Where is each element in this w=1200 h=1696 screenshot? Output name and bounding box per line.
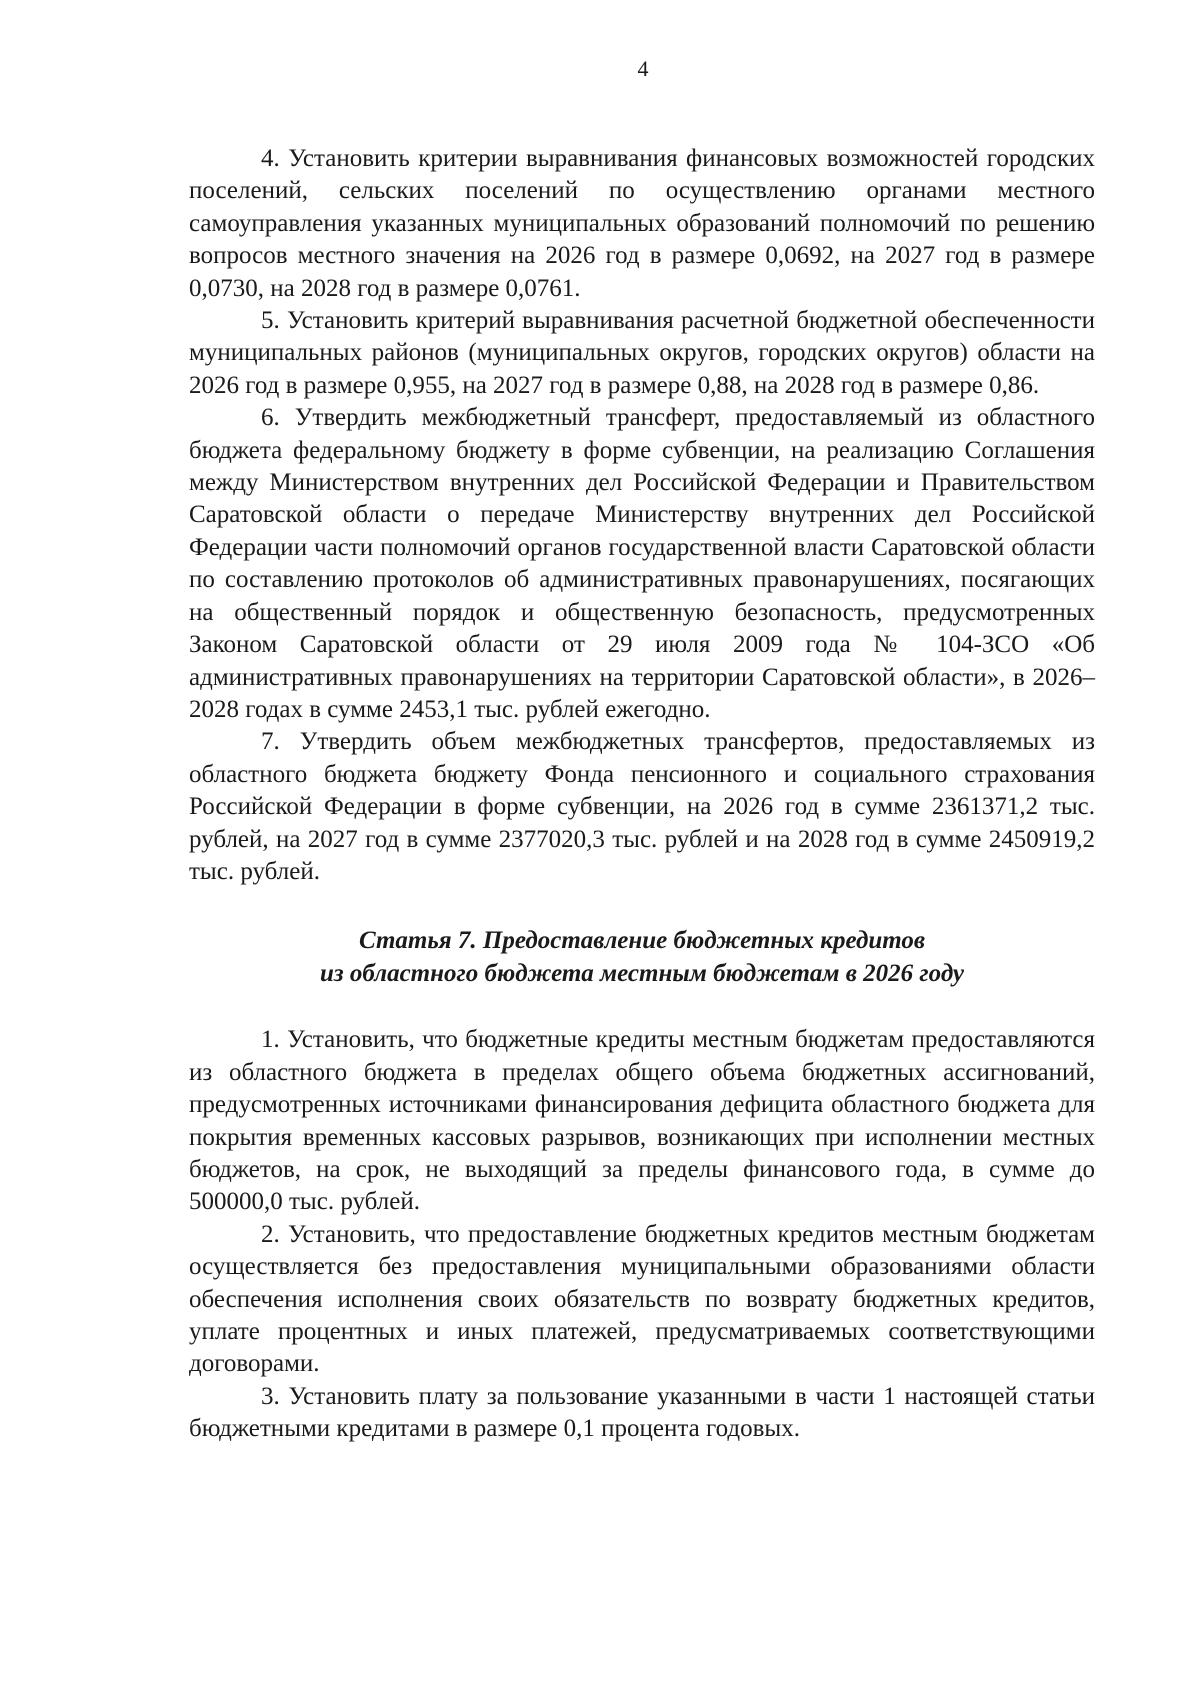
article-7-paragraph-2: 2. Установить, что предоставление бюджетных кредитов местным бюджетам осуществляется без предоставления муниципальными образованиями области обеспечения исполнения своих обязательств по возврату бюджетных кредитов, уплате процентных и иных платежей, предусматриваемых соответствующими договорами. [189, 1220, 1095, 1378]
article-7-paragraph-3: 3. Установить плату за пользование указанными в части 1 настоящей статьи бюджетными кредитами в размере 0,1 процента годовых. [189, 1382, 1095, 1443]
paragraph-item-7: 7. Утвердить объем межбюджетных трансфертов, предоставляемых из областного бюджета бюджету Фонда пенсионного и социального страхования Российской Федерации в форме субвенции, на 2026 год в сумме 2361371,2 тыс. рублей, на 2027 год в сумме 2377020,3 тыс. рублей и на 2028 год в сумме 2450919,2 тыс. рублей. [189, 728, 1095, 885]
article-heading-line-2: из областного бюджета местным бюджетам в 2026 году [319, 960, 965, 988]
page-number: 4 [637, 56, 649, 81]
paragraph-item-4: 4. Установить критерии выравнивания финансовых возможностей городских поселений, сельских поселений по осуществлению органами местного самоуправления указанных муниципальных образований полномочий по решению вопросов местного значения на 2026 год в размере 0,0692, на 2027 год в размере 0,0730, на 2028 год в размере 0,0761. [189, 145, 1095, 302]
article-7-heading [189, 924, 1095, 990]
paragraph-item-5: 5. Установить критерий выравнивания расчетной бюджетной обеспеченности муниципальных районов (муниципальных округов, городских округов) области на 2026 год в размере 0,955, на 2027 год в размере 0,88, на 2028 год в размере 0,86. [189, 307, 1095, 399]
article-7-paragraph-1: 1. Установить, что бюджетные кредиты местным бюджетам предоставляются из областного бюджета в пределах общего объема бюджетных ассигнований, предусмотренных источниками финансирования дефицита областного бюджета для покрытия временных кассовых разрывов, возникающих при исполнении местных бюджетов, на срок, не выходящий за пределы финансового года, в сумме до 500000,0 тыс. рублей. [189, 1026, 1095, 1216]
paragraph-item-6: 6. Утвердить межбюджетный трансферт, предоставляемый из областного бюджета федеральному бюджету в форме субвенции, на реализацию Соглашения между Министерством внутренних дел Российской Федерации и Правительством Саратовской области о передаче Министерству внутренних дел Российской Федерации части полномочий органов государственной власти Саратовской области по составлению протоколов об административных правонарушениях, посягающих на общественный порядок и общественную безопасность, предусмотренных Законом Саратовской области от 29 июля 2009 года № 104-ЗСО «Об административных правонарушениях на территории Саратовской области», в 2026–2028 годах в сумме 2453,1 тыс. рублей ежегодно. [189, 404, 1095, 723]
article-heading-line-1: Статья 7. Предоставление бюджетных кредитов [358, 927, 926, 955]
document-body [189, 143, 1095, 1446]
